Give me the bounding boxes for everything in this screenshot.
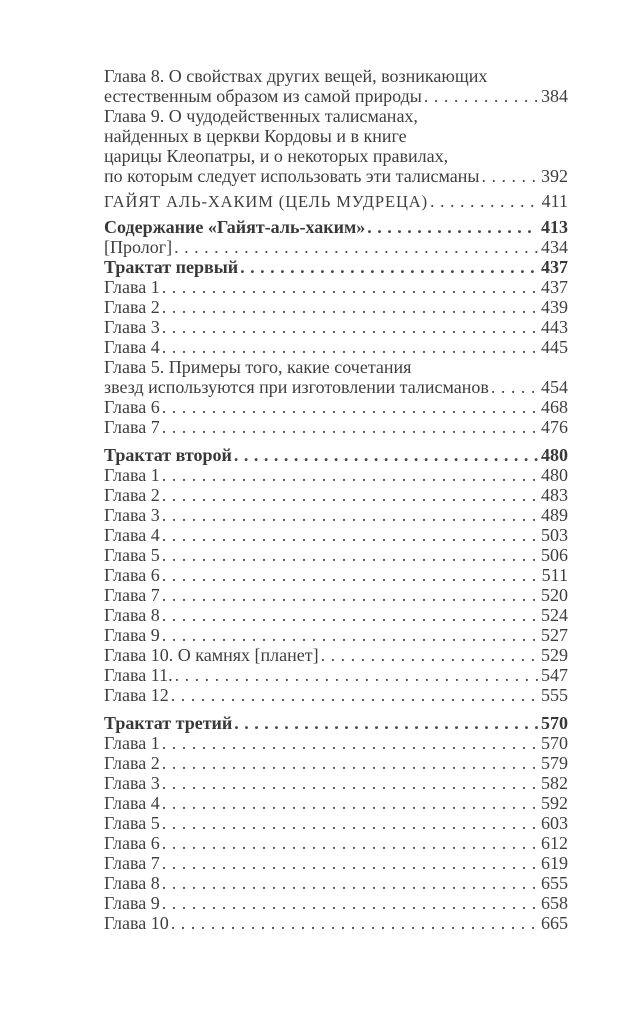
entry-title: Глава 8	[104, 605, 160, 625]
dot-leader	[162, 753, 538, 773]
page-number: 434	[541, 237, 568, 257]
entry-row	[104, 873, 568, 893]
dot-leader	[234, 445, 538, 465]
toc-entry	[104, 217, 568, 237]
toc-entry	[104, 753, 568, 773]
entry-title: Глава 2	[104, 297, 160, 317]
page-number: 468	[541, 397, 568, 417]
dot-leader	[162, 733, 538, 753]
entry-title: Глава 5	[104, 813, 160, 833]
toc-entry	[104, 813, 568, 833]
toc-entry	[104, 773, 568, 793]
dot-leader	[175, 665, 538, 685]
toc-entry	[104, 297, 568, 317]
entry-row	[104, 565, 568, 585]
entry-title: Глава 5	[104, 545, 160, 565]
entry-row	[104, 625, 568, 645]
page-number: 413	[541, 217, 568, 237]
toc-entry	[104, 525, 568, 545]
toc-entry	[104, 685, 568, 705]
toc-entry	[104, 545, 568, 565]
dot-leader	[171, 685, 538, 705]
page-number: 524	[541, 605, 568, 625]
entry-title: Глава 7	[104, 853, 160, 873]
dot-leader	[430, 191, 539, 211]
dot-leader	[162, 833, 538, 853]
toc-entry	[104, 445, 568, 465]
dot-leader	[424, 86, 538, 106]
toc-entry	[104, 645, 568, 665]
entry-text-line: царицы Клеопатры, и о некоторых правилах,	[104, 146, 449, 166]
toc-entry	[104, 237, 568, 257]
entry-title: Глава 9	[104, 893, 160, 913]
toc-entry	[104, 257, 568, 277]
entry-title: Трактат второй	[104, 445, 232, 465]
entry-title: звезд используются при изготовлении талисманов	[104, 377, 489, 397]
page-number: 437	[541, 257, 568, 277]
entry-title: Глава 3	[104, 773, 160, 793]
entry-title: Содержание «Гайят-аль-хаким»	[104, 217, 366, 237]
toc-entry	[104, 853, 568, 873]
entry-row	[104, 605, 568, 625]
entry-row	[104, 685, 568, 705]
page-number: 570	[541, 733, 568, 753]
dot-leader	[162, 397, 538, 417]
entry-row	[104, 665, 568, 685]
dot-leader	[162, 485, 538, 505]
page-number: 612	[541, 833, 568, 853]
toc-entry	[104, 565, 568, 585]
page-number: 603	[541, 813, 568, 833]
dot-leader	[321, 645, 538, 665]
toc-entry	[104, 417, 568, 437]
page-number: 480	[541, 445, 568, 465]
page-number: 570	[541, 713, 568, 733]
entry-text-line: Глава 5. Примеры того, какие сочетания	[104, 357, 412, 377]
page-number: 665	[541, 913, 568, 933]
entry-row	[104, 913, 568, 933]
toc-entry	[104, 465, 568, 485]
toc-entry	[104, 66, 568, 106]
dot-leader	[162, 317, 538, 337]
dot-leader	[162, 585, 538, 605]
toc-entry	[104, 665, 568, 685]
entry-row	[104, 257, 568, 277]
page-number: 483	[541, 485, 568, 505]
entry-title: Глава 10	[104, 913, 169, 933]
entry-row	[104, 237, 568, 257]
dot-leader	[367, 217, 538, 237]
page-number: 384	[541, 86, 568, 106]
page-number: 520	[541, 585, 568, 605]
page-number: 439	[541, 297, 568, 317]
page-number: 592	[541, 793, 568, 813]
toc-entry	[104, 277, 568, 297]
entry-title: по которым следует использовать эти талисманы	[104, 166, 480, 186]
entry-row	[104, 525, 568, 545]
entry-row	[104, 505, 568, 525]
page-number: 503	[541, 525, 568, 545]
dot-leader	[162, 813, 538, 833]
toc-entry	[104, 317, 568, 337]
dot-leader	[162, 605, 538, 625]
page-number: 582	[541, 773, 568, 793]
page-number: 489	[541, 505, 568, 525]
entry-title: Глава 4	[104, 337, 160, 357]
entry-row	[104, 853, 568, 873]
entry-row	[104, 397, 568, 417]
dot-leader	[162, 625, 538, 645]
entry-title: Глава 9	[104, 625, 160, 645]
dot-leader	[162, 565, 539, 585]
entry-title: Глава 1	[104, 733, 160, 753]
entry-row	[104, 753, 568, 773]
page-number: 443	[541, 317, 568, 337]
entry-title: Глава 6	[104, 565, 160, 585]
dot-leader	[162, 297, 538, 317]
page-number: 658	[541, 893, 568, 913]
entry-title: Глава 2	[104, 753, 160, 773]
toc-entry	[104, 191, 568, 212]
entry-row	[104, 585, 568, 605]
entry-row	[104, 793, 568, 813]
toc-entry	[104, 337, 568, 357]
entry-row	[104, 317, 568, 337]
entry-row	[104, 445, 568, 465]
toc-entry	[104, 733, 568, 753]
dot-leader	[240, 257, 538, 277]
toc-entry	[104, 893, 568, 913]
page-number: 527	[541, 625, 568, 645]
entry-row	[104, 86, 568, 106]
toc-entry	[104, 833, 568, 853]
entry-row	[104, 417, 568, 437]
toc-list	[104, 66, 568, 933]
dot-leader	[162, 525, 538, 545]
entry-row	[104, 645, 568, 665]
page-number: 411	[541, 191, 568, 211]
dot-leader	[162, 337, 538, 357]
toc-entry	[104, 873, 568, 893]
dot-leader	[162, 277, 538, 297]
page-number: 555	[541, 685, 568, 705]
toc-entry	[104, 793, 568, 813]
entry-row	[104, 733, 568, 753]
entry-title: Глава 1	[104, 465, 160, 485]
toc-entry	[104, 397, 568, 417]
entry-text-line: Глава 8. О свойствах других вещей, возникающих	[104, 66, 488, 86]
dot-leader	[162, 465, 538, 485]
toc-entry	[104, 713, 568, 733]
entry-row	[104, 191, 568, 212]
page-number: 480	[541, 465, 568, 485]
entry-text-line: найденных в церкви Кордовы и в книге	[104, 126, 407, 146]
entry-row	[104, 713, 568, 733]
dot-leader	[174, 237, 538, 257]
page-number: 619	[541, 853, 568, 873]
entry-row	[104, 166, 568, 186]
page-number: 476	[541, 417, 568, 437]
entry-row	[104, 337, 568, 357]
entry-title: Трактат третий	[104, 713, 233, 733]
entry-title: Глава 3	[104, 317, 160, 337]
page-number: 437	[541, 277, 568, 297]
entry-title: Глава 7	[104, 585, 160, 605]
dot-leader	[234, 713, 538, 733]
page-number: 445	[541, 337, 568, 357]
entry-row	[104, 545, 568, 565]
entry-title: естественным образом из самой природы	[104, 86, 422, 106]
dot-leader	[162, 873, 538, 893]
entry-title: Глава 7	[104, 417, 160, 437]
entry-row	[104, 277, 568, 297]
toc-entry	[104, 605, 568, 625]
page-number: 579	[541, 753, 568, 773]
entry-title: Трактат первый	[104, 257, 239, 277]
page-number: 511	[541, 565, 568, 585]
entry-row	[104, 773, 568, 793]
entry-title: [Пролог]	[104, 237, 173, 257]
entry-title: Глава 8	[104, 873, 160, 893]
toc-entry	[104, 585, 568, 605]
dot-leader	[162, 545, 538, 565]
entry-title: Глава 3	[104, 505, 160, 525]
toc-entry	[104, 485, 568, 505]
dot-leader	[162, 793, 538, 813]
dot-leader	[162, 773, 538, 793]
entry-row	[104, 485, 568, 505]
dot-leader	[162, 893, 538, 913]
entry-title: ГАЙЯТ АЛЬ-ХАКИМ (ЦЕЛЬ МУДРЕЦА)	[104, 192, 428, 211]
entry-row	[104, 813, 568, 833]
entry-row	[104, 377, 568, 397]
entry-title: Глава 4	[104, 525, 160, 545]
toc-entry	[104, 357, 568, 397]
dot-leader	[491, 377, 538, 397]
entry-row	[104, 893, 568, 913]
entry-row	[104, 297, 568, 317]
entry-title: Глава 6	[104, 397, 160, 417]
entry-title: Глава 6	[104, 833, 160, 853]
page-number: 547	[541, 665, 568, 685]
entry-title: Глава 2	[104, 485, 160, 505]
entry-text-line: Глава 9. О чудодейственных талисманах,	[104, 106, 418, 126]
toc-entry	[104, 106, 568, 186]
dot-leader	[171, 913, 538, 933]
entry-title: Глава 10. О камнях [планет]	[104, 645, 319, 665]
page-number: 392	[541, 166, 568, 186]
entry-row	[104, 465, 568, 485]
dot-leader	[162, 853, 538, 873]
dot-leader	[162, 417, 538, 437]
entry-title: Глава 4	[104, 793, 160, 813]
page-number: 529	[541, 645, 568, 665]
toc-entry	[104, 505, 568, 525]
entry-title: Глава 12	[104, 685, 169, 705]
entry-row	[104, 217, 568, 237]
entry-title: Глава 1	[104, 277, 160, 297]
entry-title: Глава 11.	[104, 665, 173, 685]
toc-entry	[104, 913, 568, 933]
dot-leader	[481, 166, 538, 186]
page-number: 454	[541, 377, 568, 397]
page-number: 655	[541, 873, 568, 893]
page-number: 506	[541, 545, 568, 565]
toc-entry	[104, 625, 568, 645]
entry-row	[104, 833, 568, 853]
dot-leader	[162, 505, 538, 525]
